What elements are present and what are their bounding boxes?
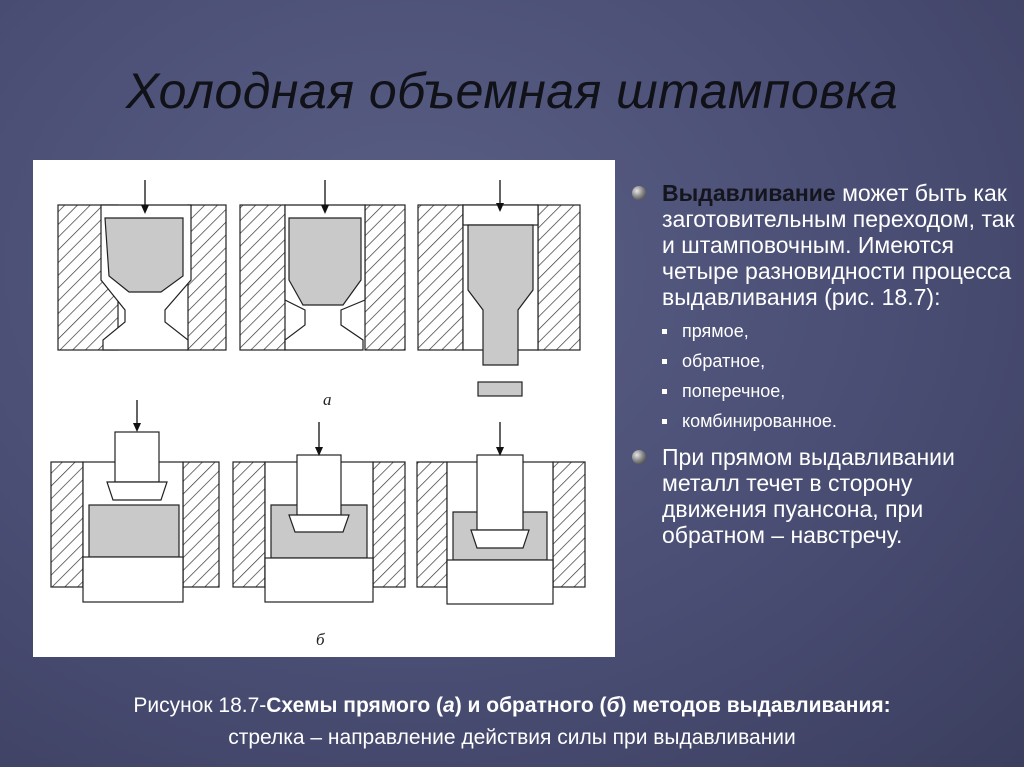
list-item: поперечное, [628, 376, 1018, 406]
bullet-extrusion [628, 180, 1018, 310]
caption-a: а [443, 694, 455, 717]
bullet-ball-icon [632, 186, 646, 200]
figure-caption [0, 690, 1024, 754]
caption-bold: Схемы прямого ( [266, 694, 443, 717]
slide-title: Холодная объемная штамповка [125, 63, 899, 119]
list-item: комбинированное. [628, 406, 1018, 436]
label-b: б [316, 630, 325, 649]
list-item: обратное, [628, 346, 1018, 376]
slide-body [628, 180, 1018, 554]
diagram-a3 [418, 180, 580, 396]
square-bullet-icon [662, 389, 667, 394]
bullet2-text: При прямом выдавливании металл течет в сторону движения пуансона, при обратном – навстречу. [662, 444, 955, 548]
caption-middle: ) и обратного ( [454, 694, 607, 717]
square-bullet-icon [662, 329, 667, 334]
bullet-ball-icon [632, 450, 646, 464]
label-a: а [323, 390, 332, 409]
diagram-a1 [58, 180, 226, 350]
extrusion-diagram [33, 160, 615, 657]
diagram-b2 [233, 422, 405, 602]
extrusion-types-list [628, 316, 1018, 436]
bullet1-text: может быть как заготовительным переходом, так и штамповочным. Имеются четыре разновидности процесса выдавливания (рис. 18.7): [662, 180, 1015, 310]
diagram-a2 [240, 180, 405, 350]
term-extrusion: Выдавливание [662, 180, 836, 206]
caption-prefix: Рисунок 18.7- [133, 694, 267, 717]
square-bullet-icon [662, 419, 667, 424]
caption-line2: стрелка – направление действия силы при выдавливании [228, 726, 796, 749]
list-item: прямое, [628, 316, 1018, 346]
bullet-direct-extrusion [628, 444, 1018, 548]
caption-b: б [606, 694, 620, 717]
diagram-b3 [417, 422, 585, 604]
caption-bold-end: ) методов выдавливания: [619, 694, 891, 717]
square-bullet-icon [662, 359, 667, 364]
diagram-b1 [51, 400, 219, 602]
